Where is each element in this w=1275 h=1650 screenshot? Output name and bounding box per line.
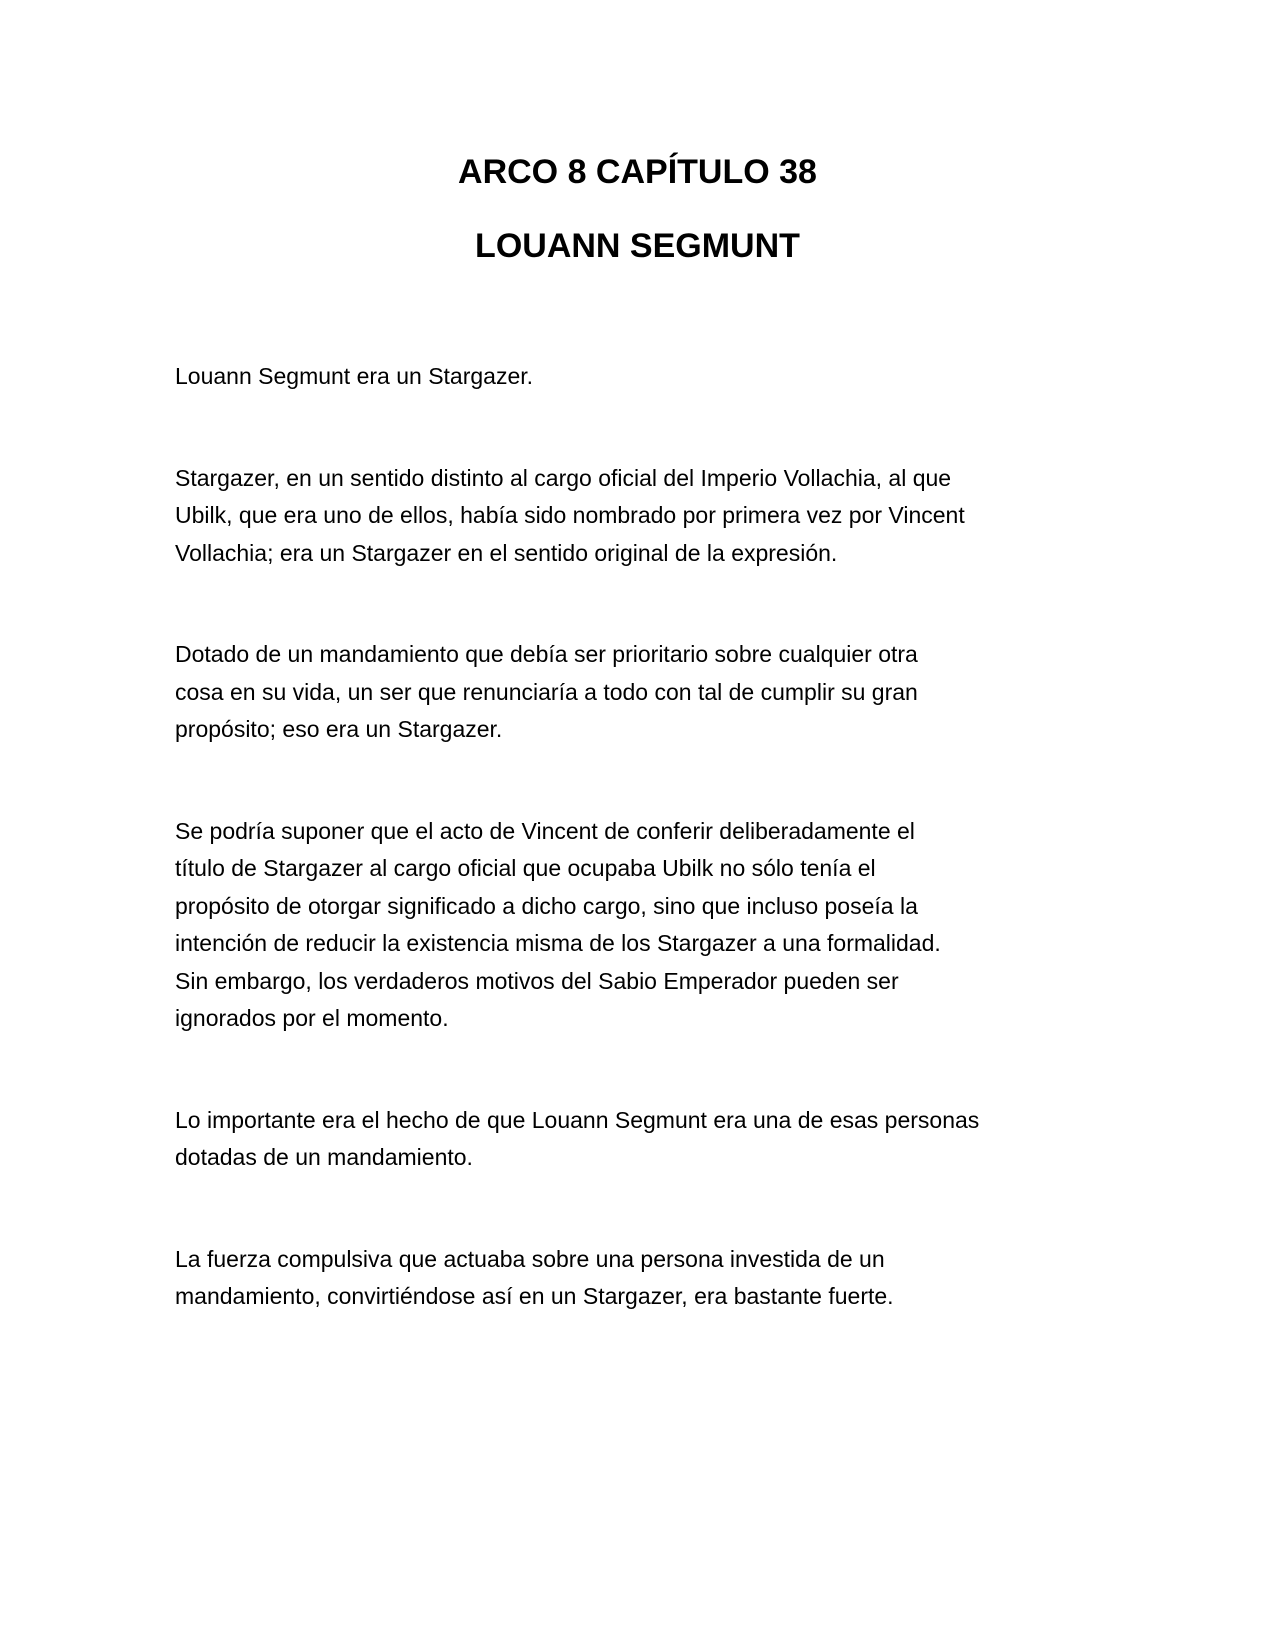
text-line: cosa en su vida, un ser que renunciaría a todo con tal de cumplir su gran xyxy=(175,678,918,705)
text-line: Stargazer, en un sentido distinto al cargo oficial del Imperio Vollachia, al que xyxy=(175,464,952,491)
text-line: título de Stargazer al cargo oficial que ocupaba Ubilk no sólo tenía el xyxy=(175,855,876,881)
text-line: La fuerza compulsiva que actuaba sobre una persona investida de un xyxy=(175,1245,885,1272)
document-body xyxy=(175,358,1095,1380)
text-line: Ubilk, que era uno de ellos, había sido nombrado por primera vez por Vincent xyxy=(175,502,965,528)
paragraph xyxy=(175,813,1095,1038)
text-line: dotadas de un mandamiento. xyxy=(175,1144,473,1170)
paragraph xyxy=(175,358,1095,396)
chapter-title: ARCO 8 CAPÍTULO 38 xyxy=(458,153,817,191)
text-line: Dotado de un mandamiento que debía ser prioritario sobre cualquier otra xyxy=(175,641,918,667)
text-line: Vollachia; era un Stargazer en el sentido original de la expresión. xyxy=(175,539,838,566)
paragraph xyxy=(175,636,1095,749)
text-line: Sin embargo, los verdaderos motivos del Sabio Emperador pueden ser xyxy=(175,967,899,994)
text-line: propósito; eso era un Stargazer. xyxy=(175,716,503,742)
paragraph xyxy=(175,460,1095,573)
paragraph xyxy=(175,1241,1095,1316)
text-line: mandamiento, convirtiéndose así en un Stargazer, era bastante fuerte. xyxy=(175,1283,894,1309)
chapter-subtitle: LOUANN SEGMUNT xyxy=(475,227,800,265)
text-line: Louann Segmunt era un Stargazer. xyxy=(175,363,534,389)
text-line: ignorados por el momento. xyxy=(175,1005,449,1031)
text-line: Lo importante era el hecho de que Louann Segmunt era una de esas personas xyxy=(175,1106,980,1133)
text-line: propósito de otorgar significado a dicho cargo, sino que incluso poseía la xyxy=(175,892,918,919)
paragraph xyxy=(175,1102,1095,1177)
text-line: Se podría suponer que el acto de Vincent de conferir deliberadamente el xyxy=(175,817,915,844)
text-line: intención de reducir la existencia misma de los Stargazer a una formalidad. xyxy=(175,930,941,956)
